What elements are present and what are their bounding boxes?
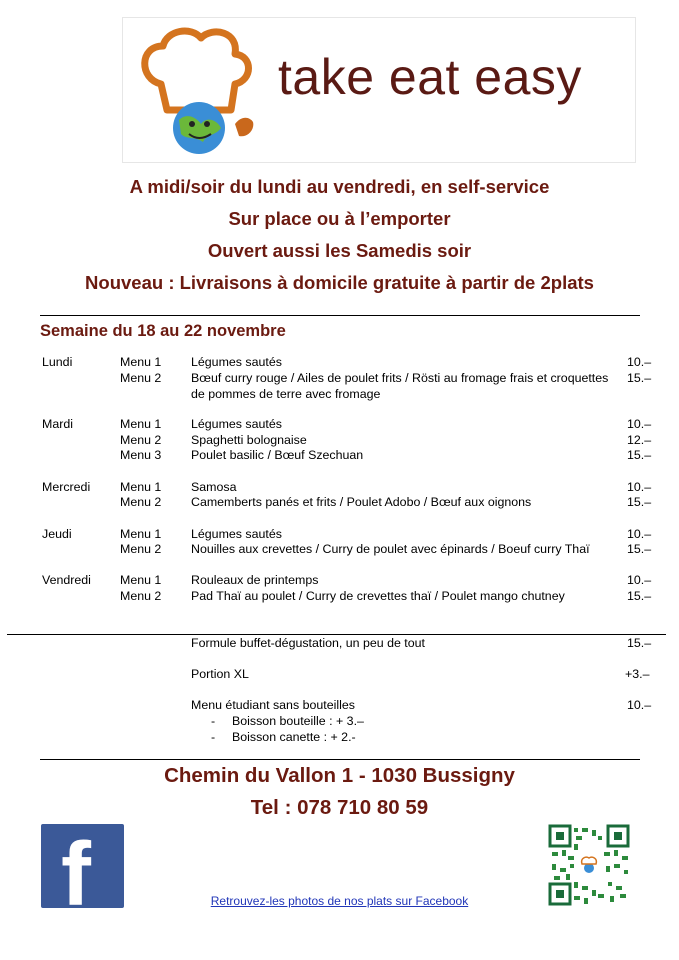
price: 15.–	[627, 636, 652, 650]
menu-number: Menu 2	[120, 542, 162, 556]
dish: Légumes sautés	[191, 355, 282, 369]
dish: Bœuf curry rouge / Ailes de poulet frits / Rösti au fromage frais et croquettes de pommes de terre avec fromage	[191, 371, 609, 401]
menu-number: Menu 2	[120, 371, 162, 385]
dish: Légumes sautés	[191, 527, 282, 541]
menu-number: Menu 3	[120, 448, 162, 462]
address: Chemin du Vallon 1 - 1030 Bussigny	[164, 764, 515, 787]
phone: Tel : 078 710 80 59	[250, 796, 429, 819]
price: 10.–	[627, 573, 652, 587]
price: 10.–	[627, 480, 652, 494]
drink-option: Boisson bouteille : + 3.–	[232, 714, 364, 728]
price: 15.–	[627, 589, 652, 603]
facebook-link[interactable]: Retrouvez-les photos de nos plats sur Facebook	[210, 894, 469, 908]
tagline-hours: A midi/soir du lundi au vendredi, en self-service	[129, 176, 550, 197]
week-title: Semaine du 18 au 22 novembre	[40, 322, 286, 340]
day-label: Vendredi	[42, 573, 91, 587]
price: 15.–	[627, 448, 652, 462]
menu-number: Menu 1	[120, 355, 162, 369]
price: 10.–	[627, 698, 652, 712]
divider	[40, 315, 640, 316]
brand-name: take eat easy	[278, 49, 582, 105]
dish: Spaghetti bolognaise	[191, 433, 307, 447]
extra-label: Menu étudiant sans bouteilles	[191, 698, 355, 712]
bullet: -	[211, 730, 216, 744]
bullet: -	[211, 714, 216, 728]
drink-option: Boisson canette : + 2.-	[232, 730, 356, 744]
menu-number: Menu 1	[120, 573, 162, 587]
menu-number: Menu 1	[120, 417, 162, 431]
divider	[7, 634, 666, 635]
dish: Pad Thaï au poulet / Curry de crevettes thaï / Poulet mango chutney	[191, 589, 565, 603]
dish: Samosa	[191, 480, 237, 494]
price: 12.–	[627, 433, 652, 447]
price: 15.–	[627, 495, 652, 509]
menu-number: Menu 2	[120, 433, 162, 447]
dish: Légumes sautés	[191, 417, 282, 431]
price: 10.–	[627, 355, 652, 369]
chef-globe-icon	[131, 24, 271, 158]
tagline-delivery: Nouveau : Livraisons à domicile gratuite à partir de 2plats	[85, 272, 594, 293]
facebook-glyph: f	[61, 825, 91, 908]
dish: Poulet basilic / Bœuf Szechuan	[191, 448, 364, 462]
divider	[40, 759, 640, 760]
menu-number: Menu 2	[120, 589, 162, 603]
extra-label: Portion XL	[191, 667, 249, 681]
dish: Nouilles aux crevettes / Curry de poulet avec épinards / Boeuf curry Thaï	[191, 542, 590, 556]
day-label: Mercredi	[42, 480, 91, 494]
logo	[122, 17, 636, 163]
price: 15.–	[627, 371, 652, 385]
price: 10.–	[627, 417, 652, 431]
menu-number: Menu 1	[120, 480, 162, 494]
tagline-takeaway: Sur place ou à l’emporter	[228, 208, 451, 229]
dish: Rouleaux de printemps	[191, 573, 319, 587]
menu-number: Menu 2	[120, 495, 162, 509]
price: 15.–	[627, 542, 652, 556]
day-label: Mardi	[42, 417, 73, 431]
tagline-saturday: Ouvert aussi les Samedis soir	[207, 240, 472, 261]
price: +3.–	[625, 667, 650, 681]
day-label: Lundi	[42, 355, 73, 369]
menu-number: Menu 1	[120, 527, 162, 541]
price: 10.–	[627, 527, 652, 541]
extra-label: Formule buffet-dégustation, un peu de tout	[191, 636, 425, 650]
dish: Camemberts panés et frits / Poulet Adobo / Bœuf aux oignons	[191, 495, 532, 509]
day-label: Jeudi	[42, 527, 72, 541]
